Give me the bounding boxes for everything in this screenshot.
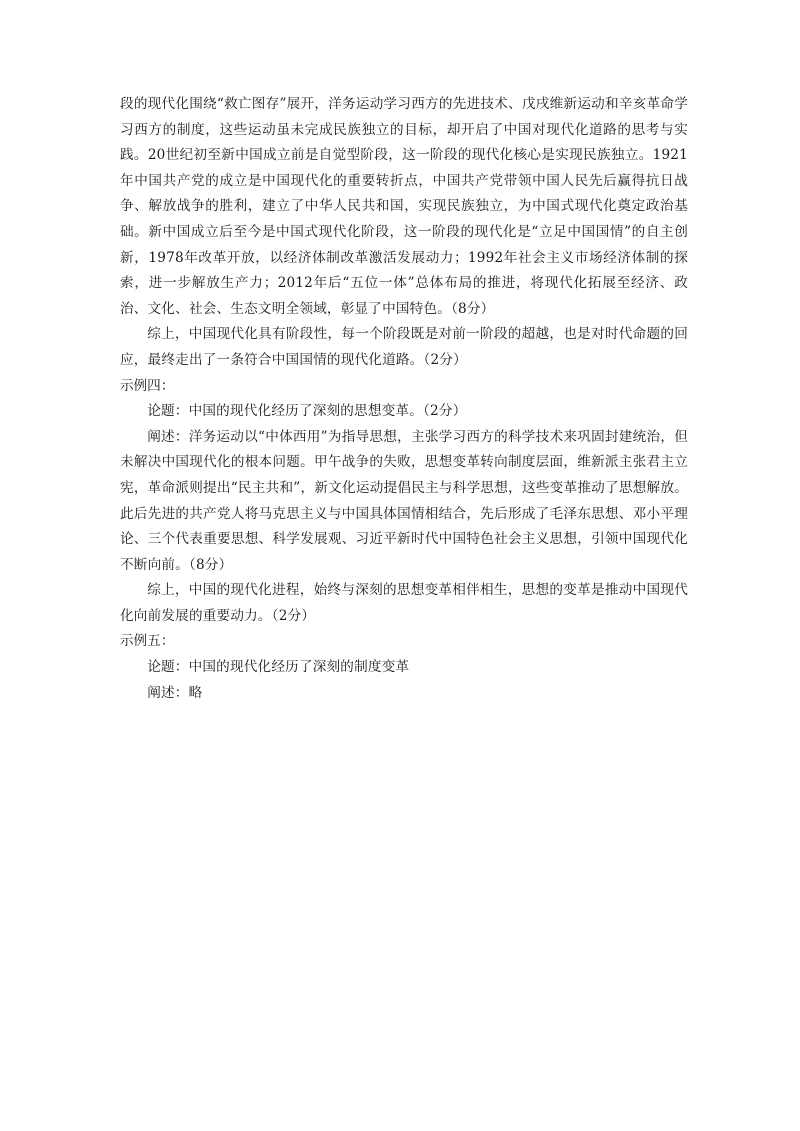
paragraph-modernization-stages: 段的现代化围绕“救亡图存”展开，洋务运动学习西方的先进技术、戊戌维新运动和辛亥革命学习西方的制度，这些运动虽未完成民族独立的目标，却开启了中国对现代化道路的思考与实践。20世纪初至新中国成立前是自觉型阶段，这一阶段的现代化核心是实现民族独立。1921年中国共产党的成立是中国现代化的重要转折点，中国共产党带领中国人民先后赢得抗日战争、解放战争的胜利，建立了中华人民共和国，实现民族独立，为中国式现代化奠定政治基础。新中国成立后至今是中国式现代化阶段，这一阶段的现代化是“立足中国国情”的自主创新，1978年改革开放，以经济体制改革激活发展动力；1992年社会主义市场经济体制的探索，进一步解放生产力；2012年后“五位一体”总体布局的推进，将现代化拓展至经济、政治、文化、社会、生态文明全领域，彰显了中国特色。（8分）: [120, 96, 688, 317]
example-4-thesis: 论题：中国的现代化经历了深刻的思想变革。（2分）: [147, 403, 467, 420]
example-4-heading: 示例四：: [120, 377, 175, 394]
document-body: [120, 92, 688, 706]
example-5-heading: 示例五：: [120, 633, 175, 650]
example-4-conclusion: 综上，中国的现代化进程，始终与深刻的思想变革相伴相生，思想的变革是推动中国现代化向前发展的重要动力。（2分）: [120, 582, 688, 624]
paragraph-summary-stages: 综上，中国现代化具有阶段性，每一个阶段既是对前一阶段的超越，也是对时代命题的回应，最终走出了一条符合中国国情的现代化道路。（2分）: [120, 326, 688, 368]
example-4-argument: 阐述：洋务运动以“中体西用”为指导思想，主张学习西方的科学技术来巩固封建统治，但未解决中国现代化的根本问题。甲午战争的失败，思想变革转向制度层面，维新派主张君主立宪，革命派则提出“民主共和”，新文化运动提倡民主与科学思想，这些变革推动了思想解放。此后先进的共产党人将马克思主义与中国具体国情相结合，先后形成了毛泽东思想、邓小平理论、三个代表重要思想、科学发展观、习近平新时代中国特色社会主义思想，引领中国现代化不断向前。（8分）: [120, 428, 688, 573]
example-5-argument: 阐述：略: [147, 684, 203, 701]
example-5-thesis: 论题：中国的现代化经历了深刻的制度变革: [147, 659, 410, 676]
